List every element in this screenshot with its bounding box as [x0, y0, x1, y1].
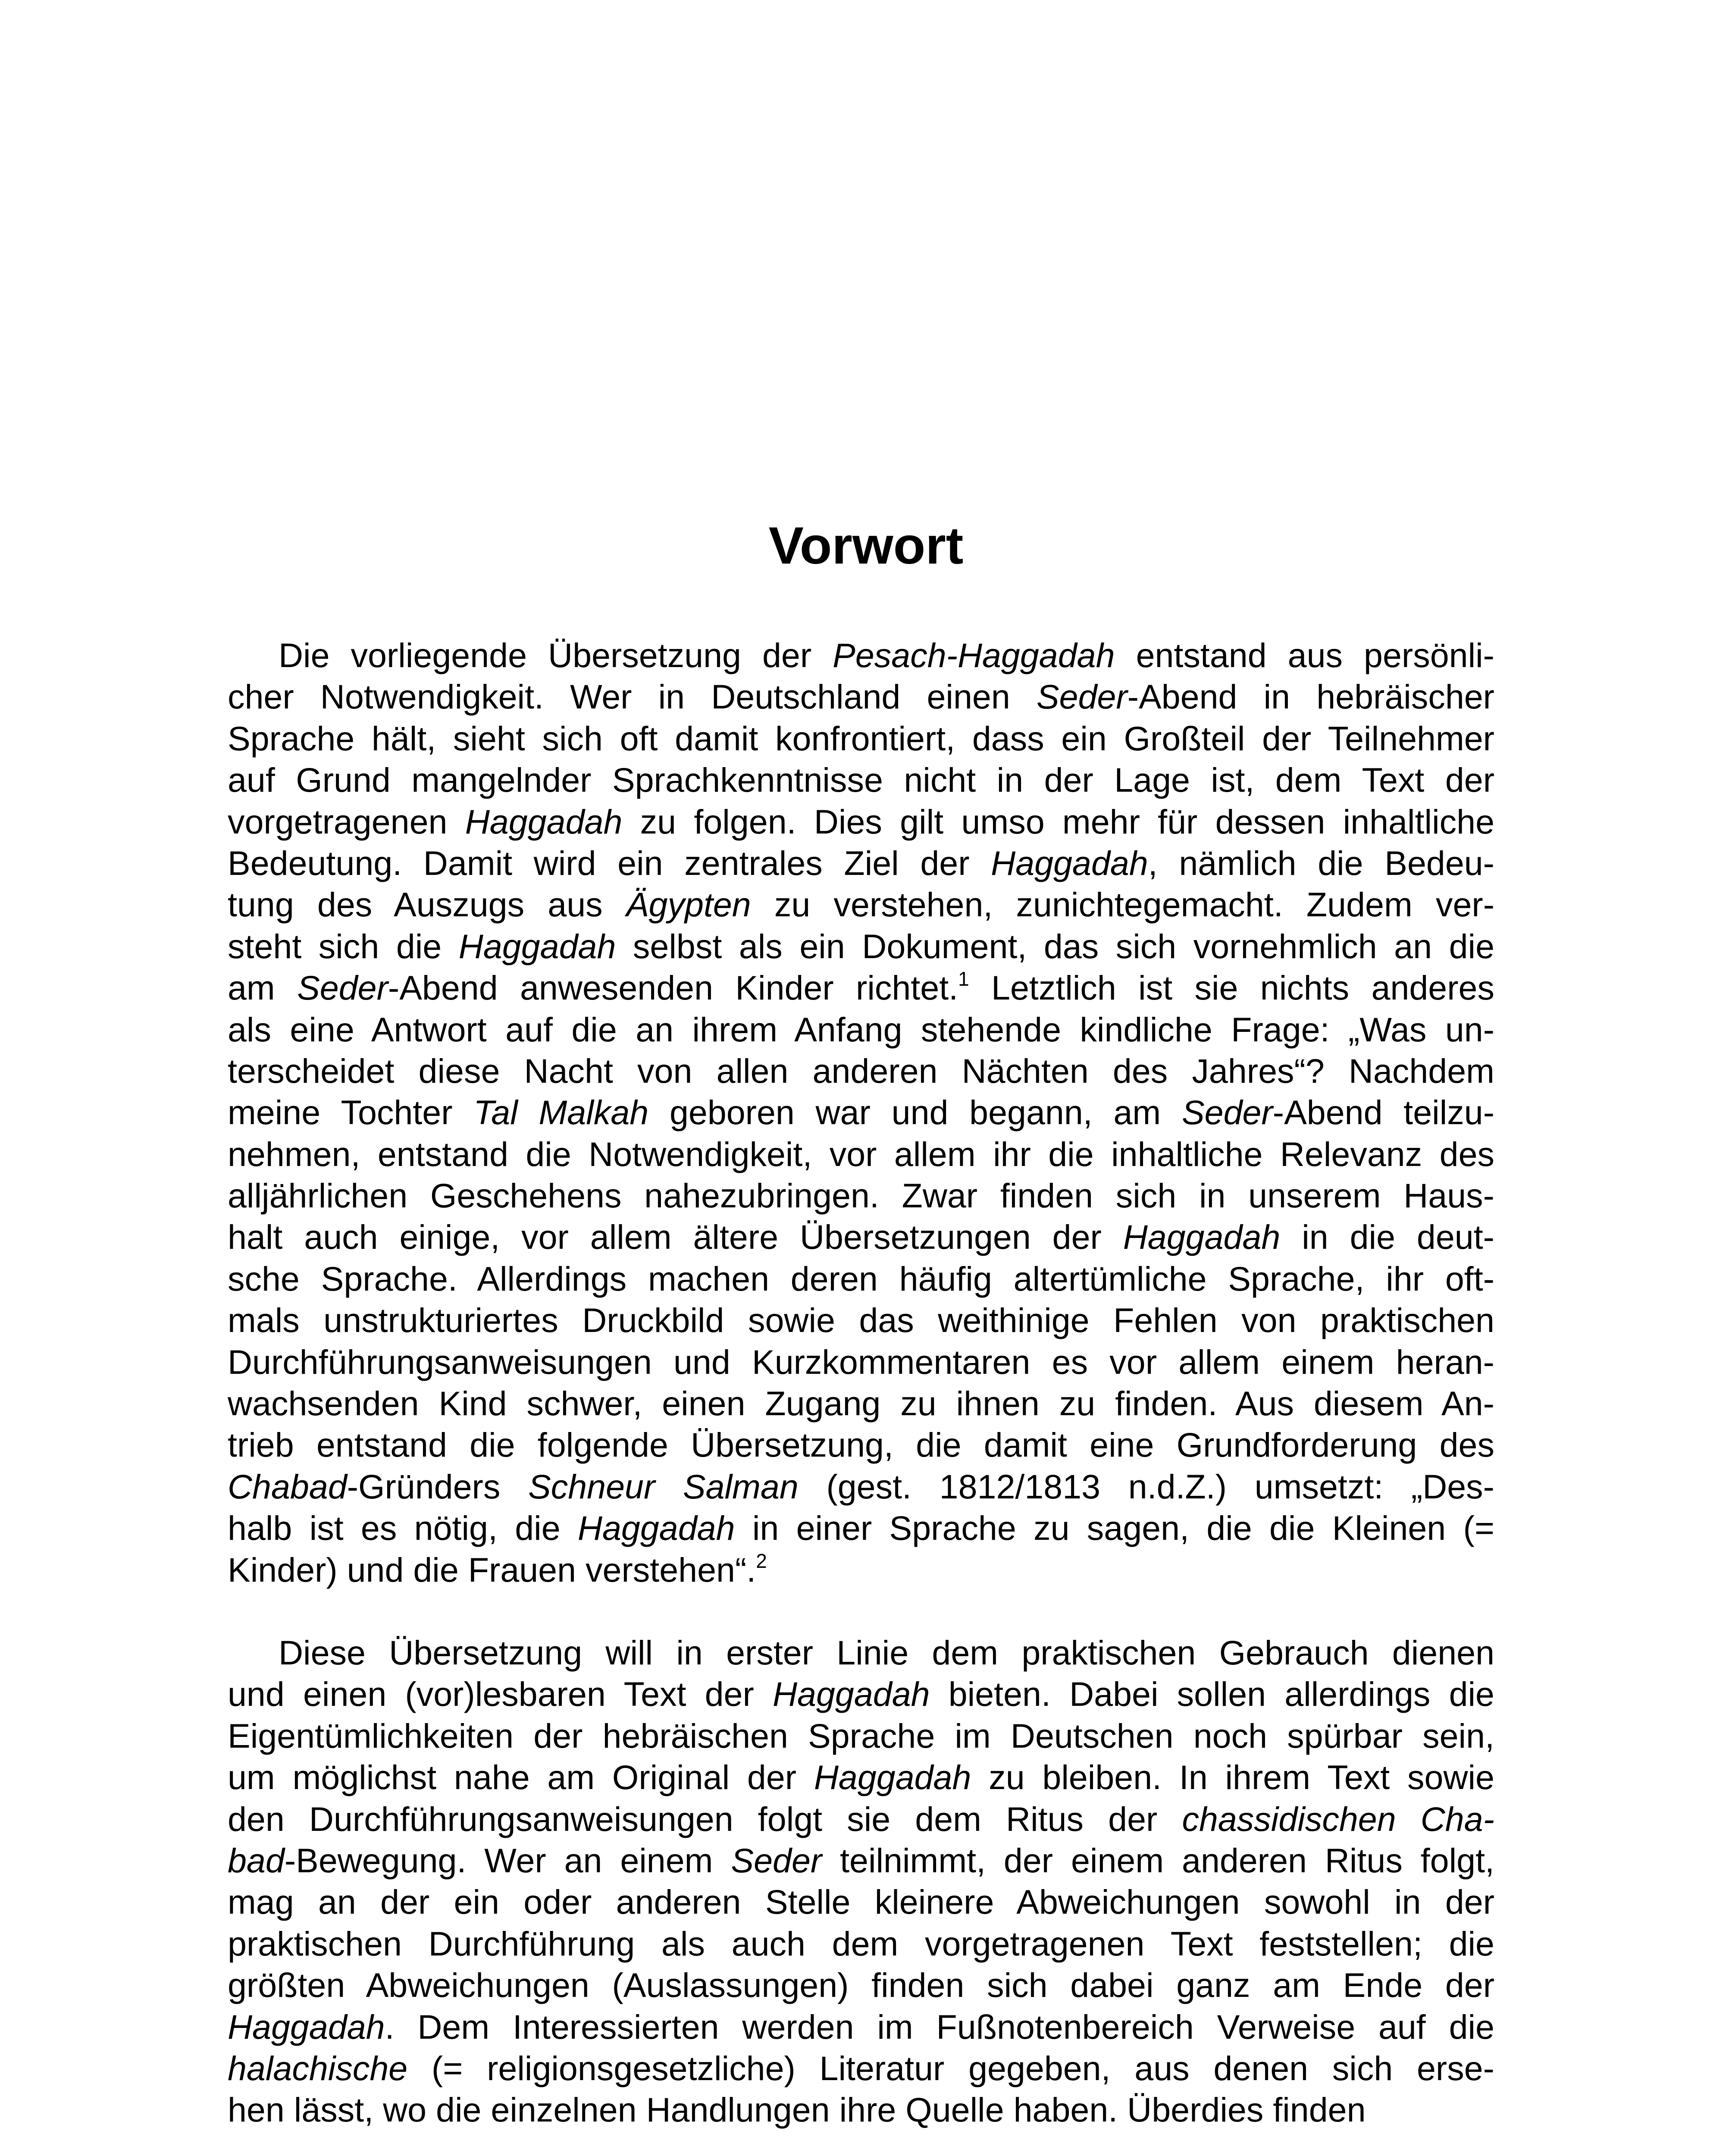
text-run: meine Tochter	[228, 1093, 474, 1132]
text-run: cher Notwendigkeit. Wer in Deutschland einen	[228, 677, 1037, 716]
text-run: -Abend anwesenden Kinder richtet.	[388, 968, 958, 1007]
text-run: (gest. 1812/1813 n.d.Z.) umsetzt: „Des-	[798, 1467, 1494, 1506]
paragraph	[228, 1632, 1494, 2131]
text-line	[228, 1466, 1494, 1507]
text-run: Eigentümlichkeiten der hebräischen Sprache im Deutschen noch spürbar sein,	[228, 1716, 1494, 1755]
text-line	[228, 1300, 1494, 1341]
text-run: terscheidet diese Nacht von allen anderen Nächten des Jahres“? Nachdem	[228, 1051, 1494, 1090]
text-line	[228, 1050, 1494, 1092]
text-line	[228, 1134, 1494, 1175]
text-run: steht sich die	[228, 927, 459, 965]
text-line	[228, 1258, 1494, 1300]
text-run: am	[228, 968, 298, 1007]
text-run: entstand aus persönli-	[1115, 636, 1494, 674]
italic-term: Chabad	[228, 1467, 347, 1506]
text-line	[228, 1424, 1494, 1466]
text-run: geboren war und begann, am	[648, 1093, 1182, 1132]
text-line	[228, 1383, 1494, 1424]
text-line	[228, 635, 1494, 676]
footnote-reference: 1	[958, 968, 969, 990]
italic-term: Haggadah	[577, 1509, 735, 1548]
text-line	[228, 1673, 1494, 1715]
italic-term: Haggadah	[772, 1675, 930, 1714]
text-run: in die deut-	[1280, 1218, 1494, 1257]
text-run: -Abend teilzu-	[1272, 1093, 1495, 1132]
text-run: -Gründers	[347, 1467, 529, 1506]
body-text	[228, 635, 1494, 2131]
text-line	[228, 676, 1494, 718]
text-line	[228, 843, 1494, 884]
text-run: -Bewegung. Wer an einem	[284, 1841, 731, 1880]
text-run: halb ist es nötig, die	[228, 1509, 578, 1548]
italic-term: Seder	[731, 1841, 822, 1880]
text-run: Durchführungsanweisungen und Kurzkommentaren es vor allem einem heran-	[228, 1342, 1494, 1381]
italic-term: Haggadah	[1123, 1218, 1281, 1257]
italic-term: Ägypten	[626, 885, 751, 924]
text-run: größten Abweichungen (Auslassungen) finden sich dabei ganz am Ende der	[228, 1966, 1494, 2005]
text-run: um möglichst nahe am Original der	[228, 1758, 814, 1797]
text-run: zu verstehen, zunichtegemacht. Zudem ver-	[751, 885, 1495, 924]
text-line	[228, 1881, 1494, 1923]
italic-term: Haggadah	[991, 843, 1148, 882]
text-run: und einen (vor)lesbaren Text der	[228, 1675, 773, 1714]
text-line	[228, 967, 1494, 1009]
text-run: mag an der ein oder anderen Stelle kleinere Abweichungen sowohl in der	[228, 1883, 1494, 1921]
italic-term: halachische	[228, 2049, 408, 2087]
text-run: Die vorliegende Übersetzung der	[279, 636, 833, 674]
text-run: tung des Auszugs aus	[228, 885, 626, 924]
text-run: zu folgen. Dies gilt umso mehr für dessen inhaltliche	[622, 802, 1495, 841]
italic-term: chassidischen Cha-	[1182, 1799, 1494, 1838]
text-run: auf Grund mangelnder Sprachkenntnisse nicht in der Lage ist, dem Text der	[228, 761, 1494, 799]
text-line	[228, 2006, 1494, 2048]
text-run: teilnimmt, der einem anderen Ritus folgt,	[822, 1841, 1494, 1880]
text-run: vorgetragenen	[228, 802, 465, 841]
text-run: trieb entstand die folgende Übersetzung, die damit eine Grundforderung des	[228, 1426, 1494, 1464]
italic-term: bad	[228, 1841, 285, 1880]
text-run: Diese Übersetzung will in erster Linie dem praktischen Gebrauch dienen	[279, 1633, 1494, 1672]
text-run: wachsenden Kind schwer, einen Zugang zu ihnen zu finden. Aus diesem An-	[228, 1384, 1494, 1423]
text-run: in einer Sprache zu sagen, die die Kleinen (=	[735, 1509, 1494, 1548]
text-line	[228, 1632, 1494, 1673]
text-line	[228, 1799, 1494, 1840]
text-run: Bedeutung. Damit wird ein zentrales Ziel der	[228, 843, 991, 882]
italic-term: Haggadah	[814, 1758, 971, 1797]
italic-term: Tal Malkah	[473, 1093, 649, 1132]
text-run: hen lässt, wo die einzelnen Handlungen ihre Quelle haben. Überdies finden	[228, 2090, 1366, 2129]
text-run: praktischen Durchführung als auch dem vorgetragenen Text feststellen; die	[228, 1924, 1494, 1963]
text-line	[228, 759, 1494, 801]
italic-term: Seder	[297, 968, 388, 1007]
text-line	[228, 926, 1494, 967]
paragraph	[228, 635, 1494, 1591]
italic-term: Pesach-Haggadah	[833, 636, 1115, 674]
text-run: Sprache hält, sieht sich oft damit konfrontiert, dass ein Großteil der Teilnehmer	[228, 719, 1494, 758]
text-line	[228, 1549, 1494, 1591]
footnote-reference: 2	[756, 1549, 767, 1572]
text-line	[228, 1757, 1494, 1798]
text-run: . Dem Interessierten werden im Fußnotenbereich Verweise auf die	[385, 2007, 1494, 2046]
text-line	[228, 2048, 1494, 2089]
text-run: nehmen, entstand die Notwendigkeit, vor allem ihr die inhaltliche Relevanz des	[228, 1134, 1494, 1173]
text-line	[228, 1923, 1494, 1965]
text-line	[228, 1341, 1494, 1383]
italic-term: Schneur Salman	[528, 1467, 799, 1506]
text-run: , nämlich die Bedeu-	[1148, 843, 1494, 882]
text-run: den Durchführungsanweisungen folgt sie dem Ritus der	[228, 1799, 1182, 1838]
text-line	[228, 1715, 1494, 1757]
italic-term: Haggadah	[458, 927, 616, 965]
italic-term: Haggadah	[228, 2007, 385, 2046]
text-run: halt auch einige, vor allem ältere Übersetzungen der	[228, 1218, 1123, 1257]
text-line	[228, 801, 1494, 843]
text-line	[228, 1175, 1494, 1216]
text-run: Kinder) und die Frauen verstehen“.	[228, 1550, 756, 1589]
text-line	[228, 718, 1494, 759]
text-line	[228, 1965, 1494, 2006]
text-run: alljährlichen Geschehens nahezubringen. Zwar finden sich in unserem Haus-	[228, 1176, 1494, 1215]
text-run: (= religionsgesetzliche) Literatur gegeben, aus denen sich erse-	[407, 2049, 1494, 2087]
text-run: -Abend in hebräischer	[1127, 677, 1494, 716]
text-line	[228, 1009, 1494, 1050]
text-run: selbst als ein Dokument, das sich vornehmlich an die	[616, 927, 1495, 965]
text-run: als eine Antwort auf die an ihrem Anfang stehende kindliche Frage: „Was un-	[228, 1010, 1494, 1049]
italic-term: Seder	[1036, 677, 1128, 716]
text-run: sche Sprache. Allerdings machen deren häufig altertümliche Sprache, ihr oft-	[228, 1259, 1494, 1298]
text-run: zu bleiben. In ihrem Text sowie	[971, 1758, 1494, 1797]
text-line	[228, 1092, 1494, 1133]
italic-term: Haggadah	[465, 802, 623, 841]
text-run: bieten. Dabei sollen allerdings die	[930, 1675, 1494, 1714]
text-run: mals unstrukturiertes Druckbild sowie das weithinige Fehlen von praktischen	[228, 1301, 1494, 1340]
italic-term: Seder	[1181, 1093, 1273, 1132]
text-line	[228, 1840, 1494, 1881]
text-run: Letztlich ist sie nichts anderes	[969, 968, 1494, 1007]
page-title: Vorwort	[768, 516, 964, 575]
text-line	[228, 1216, 1494, 1258]
text-line	[228, 1507, 1494, 1549]
text-line	[228, 884, 1494, 925]
text-line	[228, 2089, 1494, 2131]
